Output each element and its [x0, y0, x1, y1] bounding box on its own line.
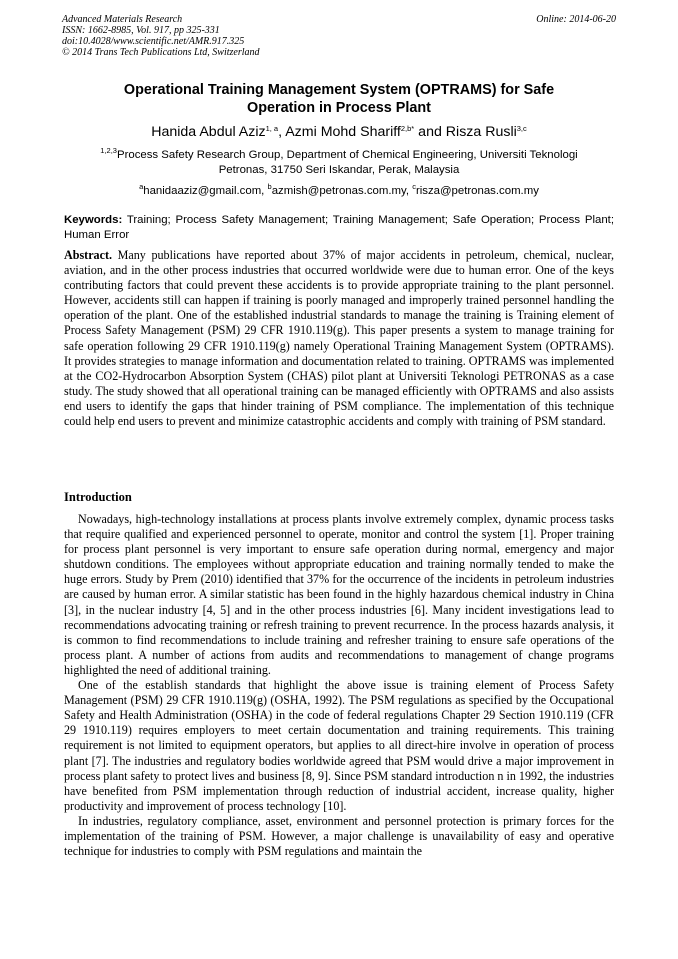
- keywords-section: [64, 213, 614, 243]
- email-marker-b: b: [267, 182, 272, 191]
- journal-name: Advanced Materials Research: [62, 14, 183, 25]
- email-marker-a: a: [139, 182, 144, 191]
- title-line-1: Operational Training Management System (OPTRAMS) for Safe: [123, 82, 555, 98]
- author-2-marker: 2,b*: [400, 124, 415, 133]
- body-paragraph-2: One of the establish standards that highlight the above issue is training element of Process Safety Management (PSM) 29 CFR 1910.119(g) (OSHA, 1992). The PSM regulations as specified by the Occupational Safety and Health Administration (OSHA) in the code of federal regulations Chapter 29 Section 1910.119 (CFR 29 1910.119) requires employers to meet certain documentation and training requirements. This training requirement is not limited to equipment operators, but applies to all direct-hire involve in operation of process plant [7]. The industries and regulatory bodies worldwide agreed that PSM would drive a major improvement in process plant safety to protect lives and business [8, 9]. Since PSM standard introduction n in 1992, the industries have benefited from PSM implementation through reduction of industrial accident, increase quality, higher productivity and improvement of process technology [10].: [64, 678, 614, 813]
- email-c: risza@petronas.com.my: [415, 185, 539, 197]
- keywords-text: Training; Process Safety Management; Training Management; Safe Operation; Process Plant; Human Error: [64, 214, 614, 241]
- online-date: Online: 2014-06-20: [536, 14, 616, 25]
- email-b: azmish@petronas.com.my,: [271, 185, 413, 197]
- abstract-text: Many publications have reported about 37% of major accidents in petroleum, chemical, nuclear, aviation, and in the other process industries that occurred worldwide were due to human error. One of the keys contributing factors that could prevent these accidents is to provide appropriate training to the plant personnel. However, accidents still can happen if training is poorly managed and improperly trained personnel handling the operation of the plant. One of the established industrial standards to manage the training is Training element of Process Safety Management (PSM) 29 CFR 1910.119(g). This paper presents a system to manage training for safe operation following 29 CFR 1910.119(g) namely Operational Training Management System (OPTRAMS). It provides strategies to manage information and documentation related to training. OPTRAMS was implemented at the CO2-Hydrocarbon Absorption System (CHAS) pilot plant at Universiti Teknologi PETRONAS as a case study. The study showed that all operational training can be managed efficiently with OPTRAMS and also assists end users to identify the gaps that hinder training of PSM compliance. The implementation of this technique could help end users to prevent and minimize catastrophic accidents and comply with training of PSM standard.: [64, 248, 614, 429]
- paper-title: [62, 81, 616, 117]
- body-paragraph-1: Nowadays, high-technology installations at process plants involve extremely complex, dynamic process tasks that require qualified and experienced personnel to operate, monitor and control the system [1]. Proper training for process plant personnel is very important to ensure safe operation during normal, emergency and major shutdown conditions. The employees without appropriate education and training normally tended to make the huge errors. Study by Prem (2010) identified that 37% for the occurrence of the incidents in petroleum industries are caused by human error. A similar statistic has been found in the highly hazardous chemical industry in China [3], in the nuclear industry [4, 5] and in the other process industries [6]. Many incident investigations lead to recommendations advocating training or refresh training to prevent recurrence. In the process hazards analysis, it is common to find recommendations to include training and refresher training to ensure safe operations of the process plant. A number of actions from audits and recommendations to management of change programs highlighted the need of additional training.: [64, 512, 614, 677]
- author-list: [62, 123, 616, 141]
- affiliation-line-1: Process Safety Research Group, Department of Chemical Engineering, Universiti Teknologi: [116, 149, 578, 161]
- author-1: Hanida Abdul Aziz: [151, 124, 266, 140]
- doi-line: doi:10.4028/www.scientific.net/AMR.917.325: [62, 36, 245, 47]
- author-3: Risza Rusli: [445, 124, 517, 140]
- affiliation-line-2: Petronas, 31750 Seri Iskandar, Perak, Malaysia: [218, 164, 460, 176]
- email-marker-c: c: [412, 182, 416, 191]
- affiliation: [62, 148, 616, 178]
- abstract-section: [64, 248, 614, 429]
- author-2: Azmi Mohd Shariff: [285, 124, 401, 140]
- title-line-2: Operation in Process Plant: [247, 100, 431, 116]
- body-paragraph-3: In industries, regulatory compliance, asset, environment and personnel protection is primary forces for the implementation of the training of PSM. However, a major challenge is unavailability of easy and operative technique for industries to comply with PSM regulations and maintain the: [64, 813, 614, 859]
- journal-header: [62, 14, 616, 58]
- introduction-body: [64, 512, 614, 859]
- author-separator: and: [414, 124, 446, 140]
- author-1-marker: 1, a: [265, 124, 279, 133]
- copyright-line: © 2014 Trans Tech Publications Ltd, Switzerland: [62, 47, 260, 58]
- author-3-marker: 3,c: [516, 124, 527, 133]
- email-a: hanidaaziz@gmail.com,: [143, 185, 268, 197]
- affiliation-marker: 1,2,3: [100, 146, 117, 155]
- keywords-label: Keywords:: [64, 214, 123, 226]
- author-separator: ,: [278, 124, 286, 140]
- introduction-heading: Introduction: [64, 490, 132, 504]
- abstract-label: Abstract.: [64, 248, 113, 262]
- email-list: [62, 184, 616, 199]
- issn-line: ISSN: 1662-8985, Vol. 917, pp 325-331: [62, 25, 220, 36]
